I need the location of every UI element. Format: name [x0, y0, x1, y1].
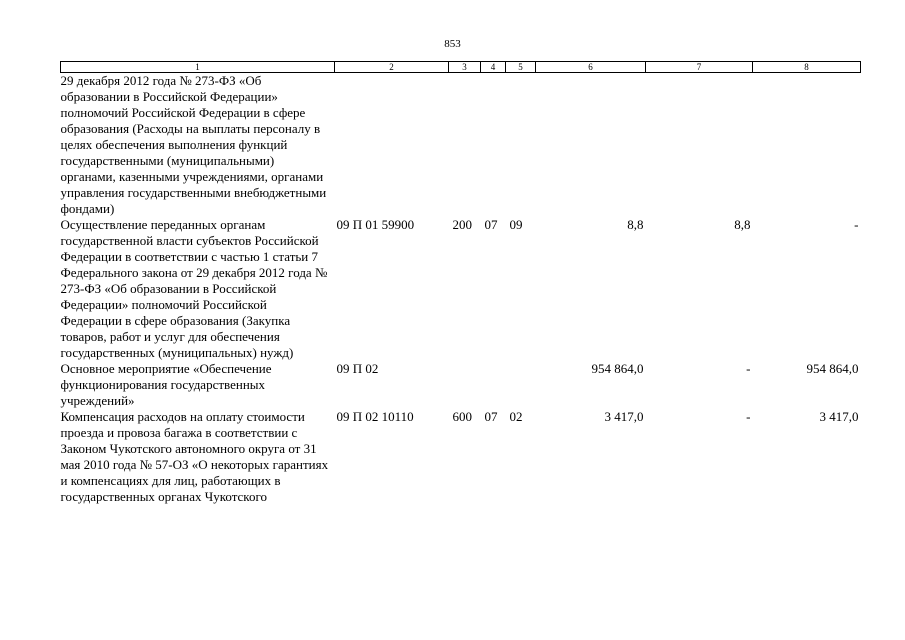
row-sum-3 [753, 73, 861, 218]
row-pr: 09 [509, 217, 523, 232]
row-sum-3: 954 864,0 [806, 361, 859, 376]
row-name: Основное мероприятие «Обеспечение функционирования государственных учреждений» [60, 361, 272, 408]
row-rz [481, 361, 506, 409]
column-number: 7 [646, 62, 753, 73]
column-number: 4 [481, 62, 506, 73]
column-number-row [61, 62, 861, 73]
row-vr [449, 73, 481, 218]
row-vr: 200 [452, 217, 472, 232]
row-sum-2: - [746, 409, 751, 424]
column-number: 8 [753, 62, 861, 73]
row-sum-1: 954 864,0 [591, 361, 644, 376]
row-name: 29 декабря 2012 года № 273-ФЗ «Об образовании в Российской Федерации» полномочий Российской Федерации в сфере образования (Расходы на выплаты персоналу в целях обеспечения выполнения функций государственными (муниципальными) органами, казенными учреждениями, органами управления государственными внебюджетными фондами) [60, 73, 327, 216]
column-number: 6 [536, 62, 646, 73]
column-number: 5 [506, 62, 536, 73]
budget-table [60, 61, 861, 505]
table-row [61, 73, 861, 218]
row-sum-3: 3 417,0 [819, 409, 859, 424]
row-name: Компенсация расходов на оплату стоимости проезда и провоза багажа в соответствии с Законом Чукотского автономного округа от 31 мая 2010 года № 57-ОЗ «О некоторых гарантиях и компенсациях для лиц, работающих в государственных органах Чукотского [60, 409, 329, 504]
row-sum-2: - [746, 361, 751, 376]
column-number: 2 [335, 62, 449, 73]
table-row [61, 217, 861, 361]
column-number: 3 [449, 62, 481, 73]
row-pr [506, 361, 536, 409]
row-vr [449, 361, 481, 409]
row-code: 09 П 01 59900 [336, 217, 415, 232]
row-sum-2: 8,8 [734, 217, 751, 232]
row-rz [481, 73, 506, 218]
row-sum-2 [646, 73, 753, 218]
table-row [61, 361, 861, 409]
table-row [61, 409, 861, 505]
row-sum-1 [536, 73, 646, 218]
row-rz: 07 [484, 217, 498, 232]
row-sum-3: - [854, 217, 859, 232]
row-rz: 07 [484, 409, 498, 424]
row-pr: 02 [509, 409, 523, 424]
row-vr: 600 [452, 409, 472, 424]
row-pr [506, 73, 536, 218]
column-number: 1 [61, 62, 335, 73]
row-name: Осуществление переданных органам государственной власти субъектов Российской Федерации в соответствии с частью 1 статьи 7 Федерального закона от 29 декабря 2012 года № 273-ФЗ «Об образовании в Российской Федерации» полномочий Российской Федерации в сфере образования (Закупка товаров, работ и услуг для обеспечения государственных (муниципальных) нужд) [60, 217, 328, 360]
row-code: 09 П 02 [336, 361, 379, 376]
page-number: 853 [444, 38, 461, 50]
row-code [335, 73, 449, 218]
row-sum-1: 8,8 [627, 217, 644, 232]
row-code: 09 П 02 10110 [336, 409, 414, 424]
row-sum-1: 3 417,0 [604, 409, 644, 424]
